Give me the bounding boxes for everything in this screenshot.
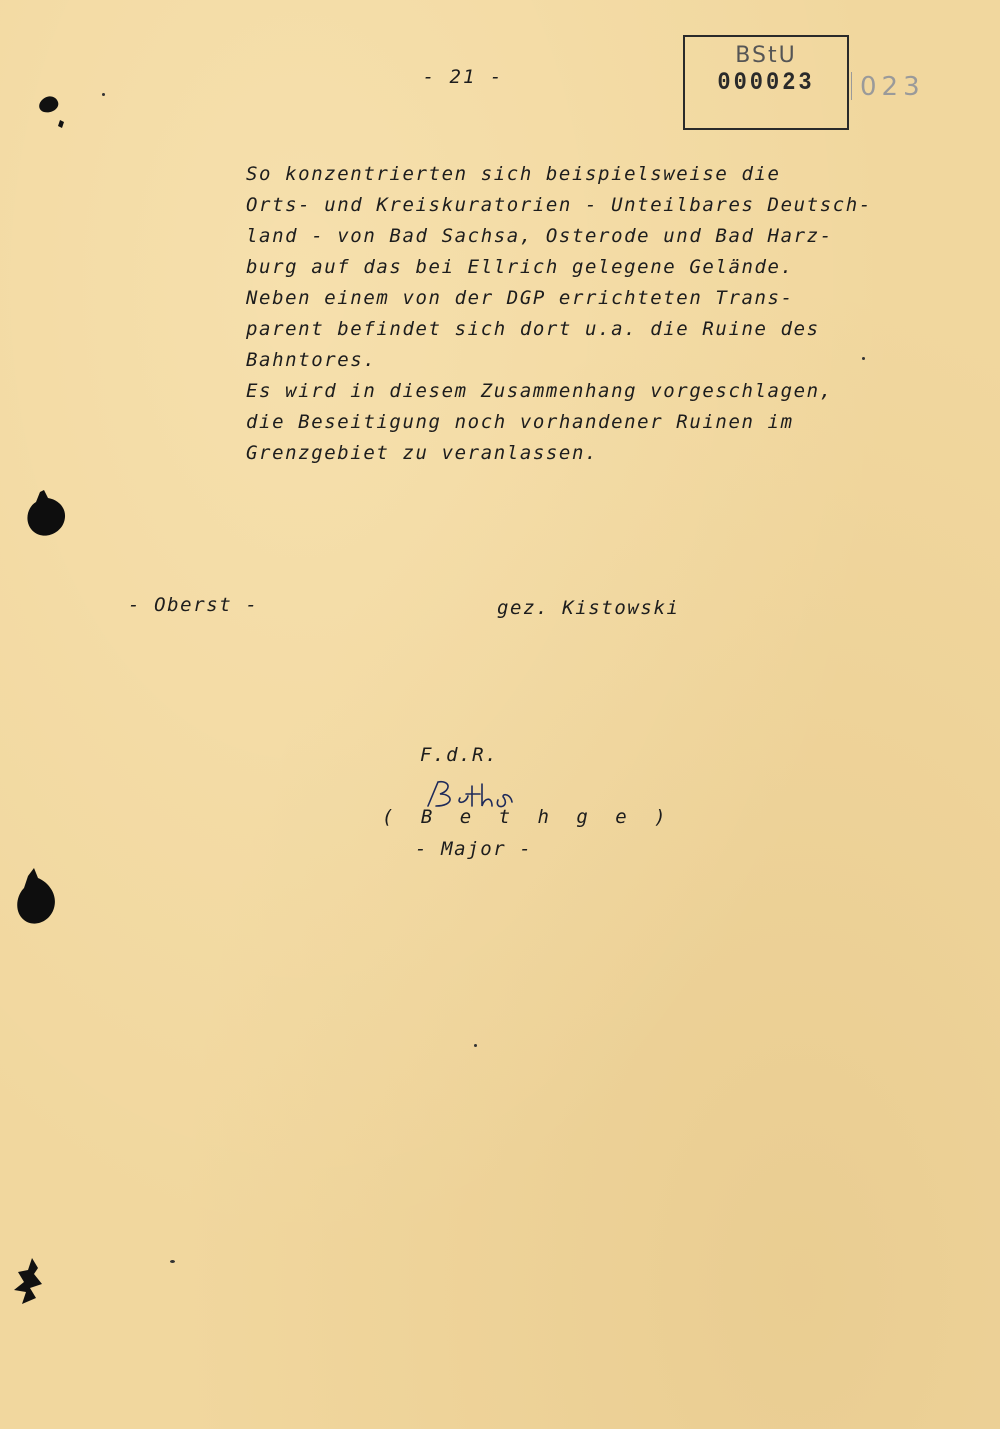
body-line: Bahntores.	[246, 349, 377, 371]
punch-hole	[14, 866, 62, 932]
body-line: die Beseitigung noch vorhandener Ruinen im	[246, 411, 794, 433]
archive-stamp	[683, 35, 849, 130]
body-line: Grenzgebiet zu veranlassen.	[246, 442, 599, 464]
body-line: land - von Bad Sachsa, Osterode und Bad Harz-	[246, 225, 833, 247]
body-line: parent befindet sich dort u.a. die Ruine des	[246, 318, 820, 340]
archive-stamp-title: BStU	[735, 43, 797, 68]
punch-hole	[22, 488, 70, 542]
body-line: So konzentrierten sich beispielsweise die	[246, 163, 781, 185]
ink-blot	[8, 1254, 58, 1310]
certification-mark: F.d.R.	[420, 744, 499, 766]
paper-speck	[862, 357, 865, 360]
paper-speck	[170, 1260, 175, 1263]
archive-stamp-number: 000023	[717, 68, 815, 97]
body-line: burg auf das bei Ellrich gelegene Gelände.	[246, 256, 794, 278]
body-line: Orts- und Kreiskuratorien - Unteilbares Deutsch-	[246, 194, 872, 216]
body-line: Es wird in diesem Zusammenhang vorgeschlagen,	[246, 380, 833, 402]
ink-blot	[30, 92, 70, 142]
paper-speck	[474, 1044, 477, 1047]
body-paragraph	[246, 159, 886, 469]
officer-rank: - Major -	[415, 838, 533, 860]
signed-by: gez. Kistowski	[497, 597, 680, 619]
margin-page-number: 023	[860, 72, 925, 102]
body-line: Neben einem von der DGP errichteten Trans-	[246, 287, 794, 309]
margin-bar	[851, 72, 852, 100]
paper-speck	[102, 93, 105, 96]
signatory-rank: - Oberst -	[128, 594, 259, 616]
officer-name: ( B e t h g e )	[382, 806, 674, 828]
page-number: - 21 -	[422, 66, 504, 88]
